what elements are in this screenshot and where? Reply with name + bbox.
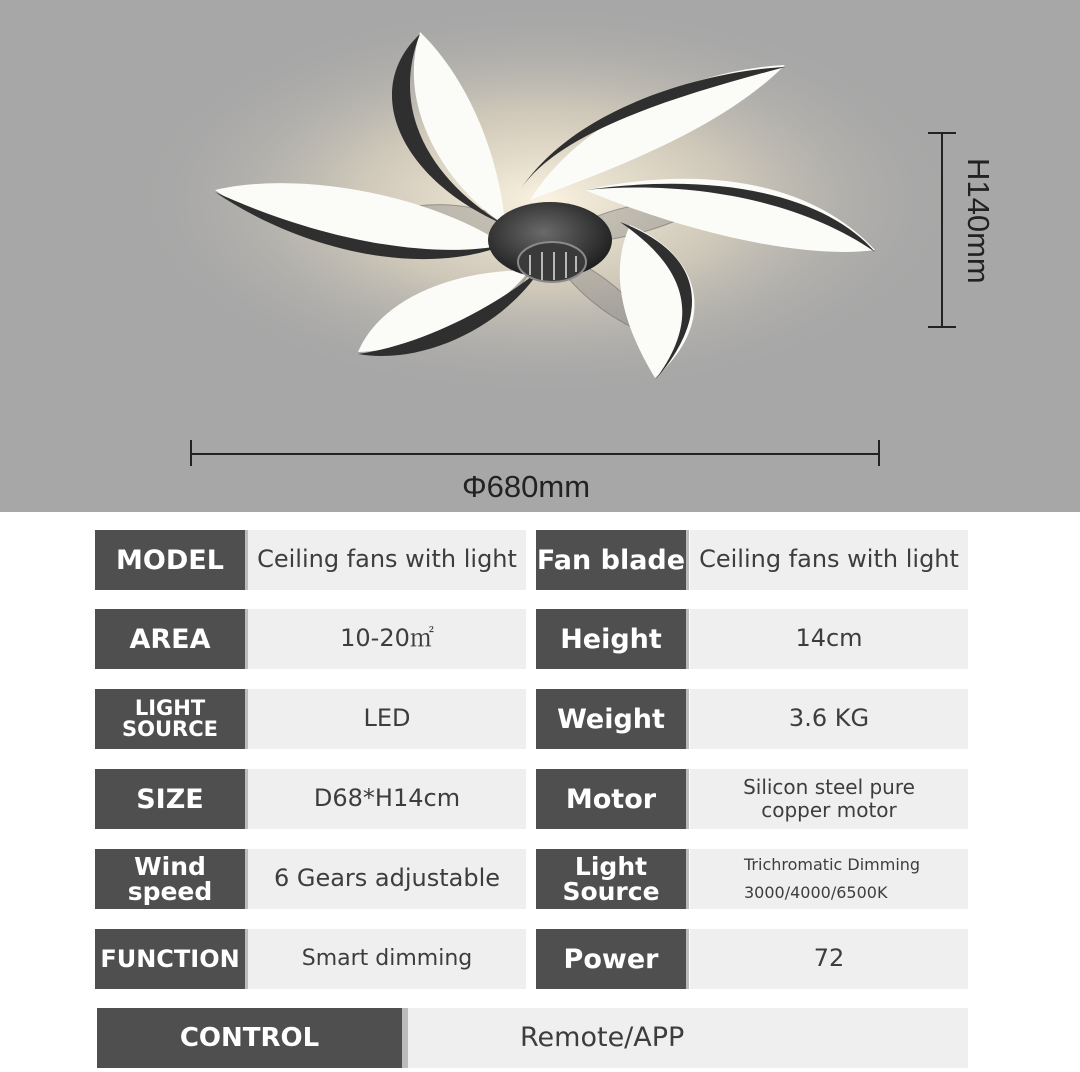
- spec-value-function: Smart dimming: [248, 929, 526, 989]
- height-label: H140mm: [961, 158, 996, 284]
- spec-label-power: Power: [536, 929, 686, 989]
- spec-label-height: Height: [536, 609, 686, 669]
- spec-label-fan-blade: Fan blade: [536, 530, 686, 590]
- spec-label-area: AREA: [95, 609, 245, 669]
- spec-label-light-source-2: Light Source: [536, 849, 686, 909]
- spec-value-weight: 3.6 KG: [690, 689, 968, 749]
- spec-label-light-source: LIGHT SOURCE: [95, 689, 245, 749]
- spec-value-wind-speed: 6 Gears adjustable: [248, 849, 526, 909]
- spec-value-light-source-2: [690, 849, 968, 909]
- spec-value-control: Remote/APP: [408, 1008, 968, 1068]
- product-photo: [0, 0, 1080, 512]
- spec-label-motor: Motor: [536, 769, 686, 829]
- spec-label-size: SIZE: [95, 769, 245, 829]
- diameter-label: Φ680mm: [461, 469, 591, 504]
- spec-value-area: 10-20㎡: [248, 609, 526, 669]
- spec-value-light-source: LED: [248, 689, 526, 749]
- spec-label-weight: Weight: [536, 689, 686, 749]
- spec-value-model: Ceiling fans with light: [248, 530, 526, 590]
- spec-value-motor: Silicon steel pure copper motor: [690, 769, 968, 829]
- spec-value-height: 14cm: [690, 609, 968, 669]
- spec-value-dimming: Trichromatic Dimming: [744, 854, 921, 874]
- spec-value-color-temperature: 3000/4000/6500K: [744, 883, 888, 902]
- spec-label-function: FUNCTION: [95, 929, 245, 989]
- spec-value-size: D68*H14cm: [248, 769, 526, 829]
- spec-value-power: 72: [690, 929, 968, 989]
- spec-value-fan-blade: Ceiling fans with light: [690, 530, 968, 590]
- spec-label-model: MODEL: [95, 530, 245, 590]
- spec-label-wind-speed: Wind speed: [95, 849, 245, 909]
- spec-label-control: CONTROL: [97, 1008, 402, 1068]
